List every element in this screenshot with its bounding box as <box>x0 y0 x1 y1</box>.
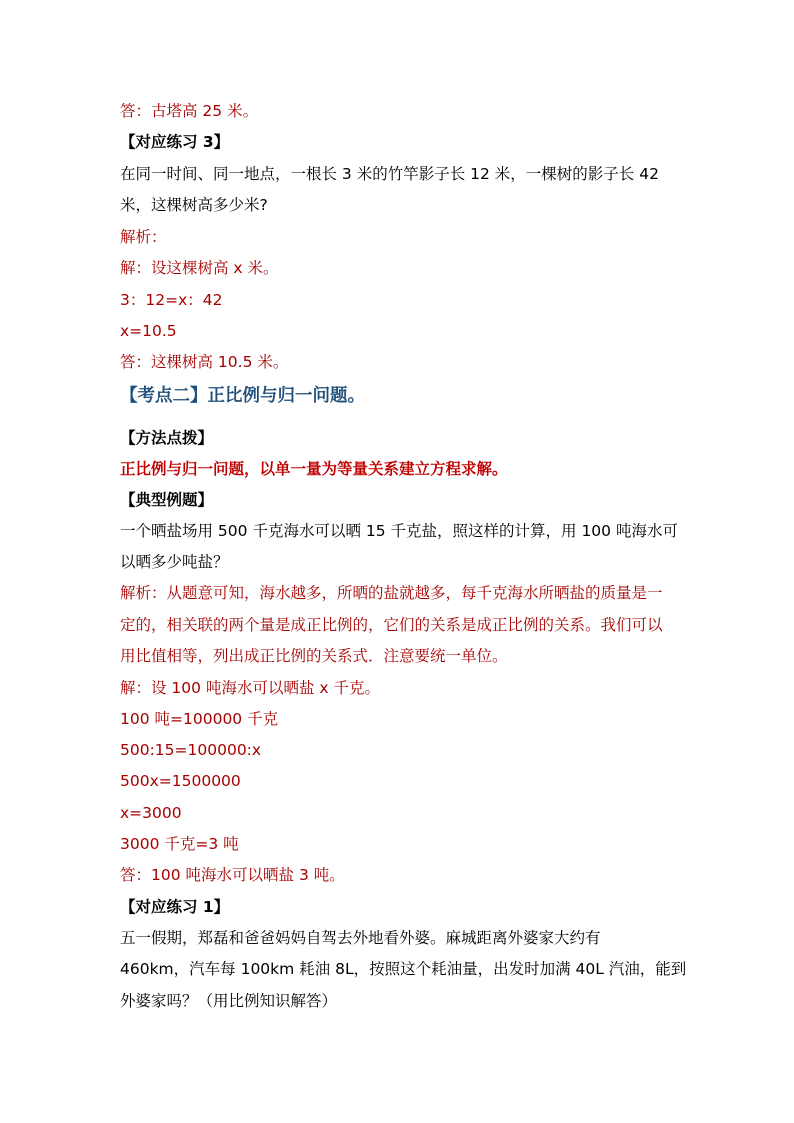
example-question-line-1: 一个晒盐场用 500 千克海水可以晒 15 千克盐，照这样的计算，用 100 吨海水可 <box>120 522 678 540</box>
typical-example-heading: 【典型例题】 <box>120 491 214 509</box>
exercise-3-question-line-1: 在同一时间、同一地点，一根长 3 米的竹竿影子长 12 米，一棵树的影子长 42 <box>120 165 659 183</box>
exercise-1-heading: 【对应练习 1】 <box>120 898 230 916</box>
exercise-3-proportion: 3：12=x：42 <box>120 291 223 309</box>
example-solution-setup: 解：设 100 吨海水可以晒盐 x 千克。 <box>120 679 380 697</box>
exercise-3-result: x=10.5 <box>120 322 177 340</box>
example-analysis-line-3: 用比值相等，列出成正比例的关系式．注意要统一单位。 <box>120 647 508 665</box>
example-analysis-line-1: 解析：从题意可知，海水越多，所晒的盐就越多，每千克海水所晒盐的质量是一 <box>120 584 663 602</box>
exercise-3-heading: 【对应练习 3】 <box>120 133 230 151</box>
topic-2-heading: 【考点二】正比例与归一问题。 <box>120 386 365 406</box>
exercise-3-answer: 答：这棵树高 10.5 米。 <box>120 353 289 371</box>
exercise-3-analysis-label: 解析： <box>120 228 167 246</box>
example-result: x=3000 <box>120 804 182 822</box>
exercise-1-question-line-3: 外婆家吗？（用比例知识解答） <box>120 992 338 1010</box>
example-analysis-line-2: 定的，相关联的两个量是成正比例的，它们的关系是成正比例的关系。我们可以 <box>120 616 663 634</box>
example-question-line-2: 以晒多少吨盐？ <box>120 553 229 571</box>
method-tips-text: 正比例与归一问题，以单一量为等量关系建立方程求解。 <box>120 460 508 478</box>
answer-tower-height: 答：古塔高 25 米。 <box>120 102 259 120</box>
example-proportion: 500:15=100000:x <box>120 741 262 759</box>
exercise-1-question-line-2: 460km，汽车每 100km 耗油 8L，按照这个耗油量，出发时加满 40L 汽油，能到 <box>120 960 687 978</box>
example-equation: 500x=1500000 <box>120 772 241 790</box>
example-unit-conversion: 100 吨=100000 千克 <box>120 710 279 728</box>
exercise-3-solution-setup: 解：设这棵树高 x 米。 <box>120 259 279 277</box>
method-tips-heading: 【方法点拨】 <box>120 429 214 447</box>
example-answer: 答：100 吨海水可以晒盐 3 吨。 <box>120 866 345 884</box>
exercise-1-question-line-1: 五一假期，郑磊和爸爸妈妈自驾去外地看外婆。麻城距离外婆家大约有 <box>120 929 601 947</box>
example-result-conversion: 3000 千克=3 吨 <box>120 835 239 853</box>
exercise-3-question-line-2: 米，这棵树高多少米? <box>120 196 268 214</box>
